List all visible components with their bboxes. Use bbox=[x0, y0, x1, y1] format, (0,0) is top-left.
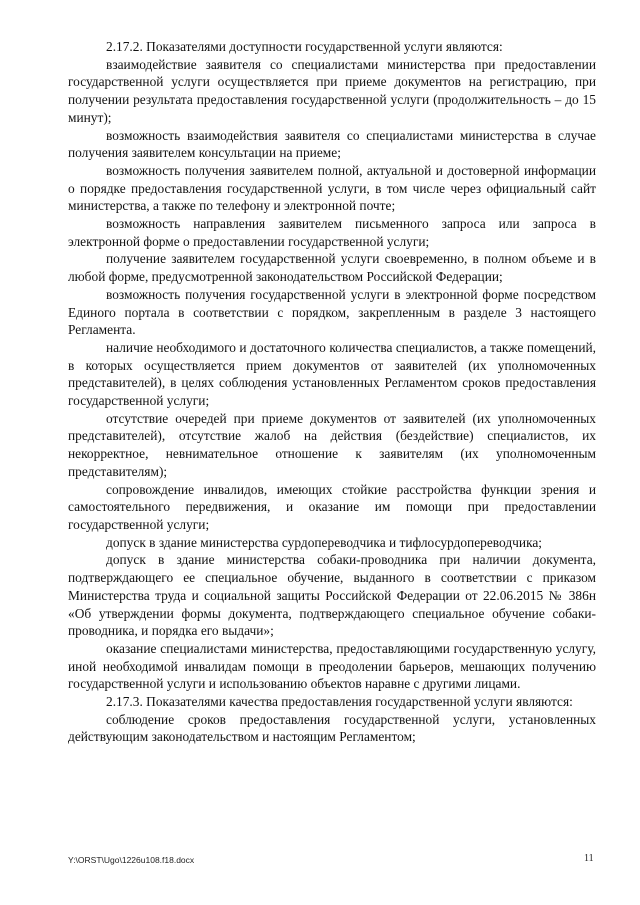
paragraph-guide-dog: допуск в здание министерства собаки-проводника при наличии документа, подтверждающего ее специальное обучение, выданного в соответствии с приказом Министерства труда и социальной защиты Российской Федерации от 22.06.2015 № 386н «Об утверждении формы документа, подтверждающего специальное обучение собаки-проводника, и порядка его выдачи»; bbox=[68, 552, 596, 639]
paragraph-sign-interpreter: допуск в здание министерства сурдопереводчика и тифлосурдопереводчика; bbox=[106, 534, 543, 550]
paragraph-written-request: возможность направления заявителем письменного запроса или запроса в электронной форме о предоставлении государственной услуги; bbox=[68, 216, 596, 249]
paragraph-interaction-time: взаимодействие заявителя со специалистами министерства при предоставлении государственной услуги осуществляется при приеме документов на регистрацию, при получении результата предоставления государственной услуги (продолжительность – до 15 минут); bbox=[68, 56, 596, 125]
paragraph-staff-premises: наличие необходимого и достаточного количества специалистов, а также помещений, в которых осуществляется прием документов от заявителей (их уполномоченных представителей), в целях соблюдения установленных Регламентом сроков предоставления государственной услуги; bbox=[68, 339, 596, 409]
paragraph-barrier-assistance: оказание специалистами министерства, предоставляющими государственную услугу, иной необходимой инвалидам помощи в преодолении барьеров, мешающих получению государственной услуги и использованию объектов наравне с другими лицами. bbox=[68, 640, 596, 692]
paragraph-timely-service: получение заявителем государственной услуги своевременно, в полном объеме и в любой форме, предусмотренной законодательством Российской Федерации; bbox=[68, 251, 596, 285]
paragraph-consultation: возможность взаимодействия заявителя со специалистами министерства в случае получения заявителем консультации на приеме; bbox=[68, 127, 596, 161]
paragraph-electronic-form: возможность получения государственной услуги в электронной форме посредством Единого портала в соответствии с порядком, закрепленным в разделе 3 настоящего Регламента. bbox=[68, 286, 596, 338]
paragraph-accessibility-heading: 2.17.2. Показателями доступности государственной услуги являются: bbox=[106, 39, 503, 54]
paragraph-disabled-escort: сопровождение инвалидов, имеющих стойкие расстройства функции зрения и самостоятельного передвижения, и оказание им помощи при предоставлении государственной услуги; bbox=[68, 481, 596, 532]
paragraph-quality-heading: 2.17.3. Показателями качества предоставления государственной услуги являются: bbox=[106, 694, 573, 710]
footer-file-path: Y:\ORST\Ugo\1226u108.f18.docx bbox=[68, 855, 195, 865]
paragraph-no-queues: отсутствие очередей при приеме документов от заявителей (их уполномоченных представителей), отсутствие жалоб на действия (бездействие) специалистов, их некорректное, невнимательное отношение к заявителям (их уполномоченным представителям); bbox=[68, 410, 596, 479]
paragraph-information: возможность получения заявителем полной, актуальной и достоверной информации о порядке предоставления государственной услуги, в том числе через официальный сайт министерства, а также по телефону и электронной почте; bbox=[68, 162, 596, 214]
paragraph-deadlines: соблюдение сроков предоставления государственной услуги, установленных действующим законодательством и настоящим Регламентом; bbox=[68, 711, 596, 745]
document-body bbox=[68, 38, 596, 746]
page-number: 11 bbox=[584, 853, 594, 864]
